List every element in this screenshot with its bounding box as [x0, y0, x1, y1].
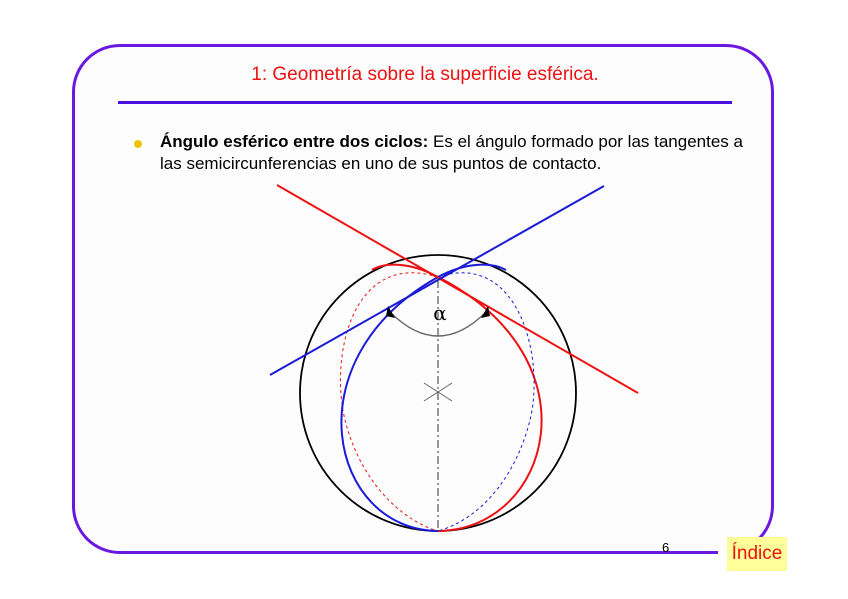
- angle-label: α: [433, 301, 447, 325]
- red-top-arc: [372, 265, 438, 277]
- index-button[interactable]: Índice: [727, 537, 787, 571]
- blue-tangent-line: [270, 186, 604, 375]
- bullet-definition: Es el ángulo formado por las tangentes a las semicircunferencias en uno de sus puntos de contacto.: [160, 132, 743, 173]
- page-number: 6: [662, 540, 670, 555]
- slide-title: 1: Geometría sobre la superficie esférica.: [251, 64, 599, 85]
- red-tangent-line: [277, 185, 638, 393]
- bullet-term: Ángulo esférico entre dos ciclos:: [160, 132, 429, 151]
